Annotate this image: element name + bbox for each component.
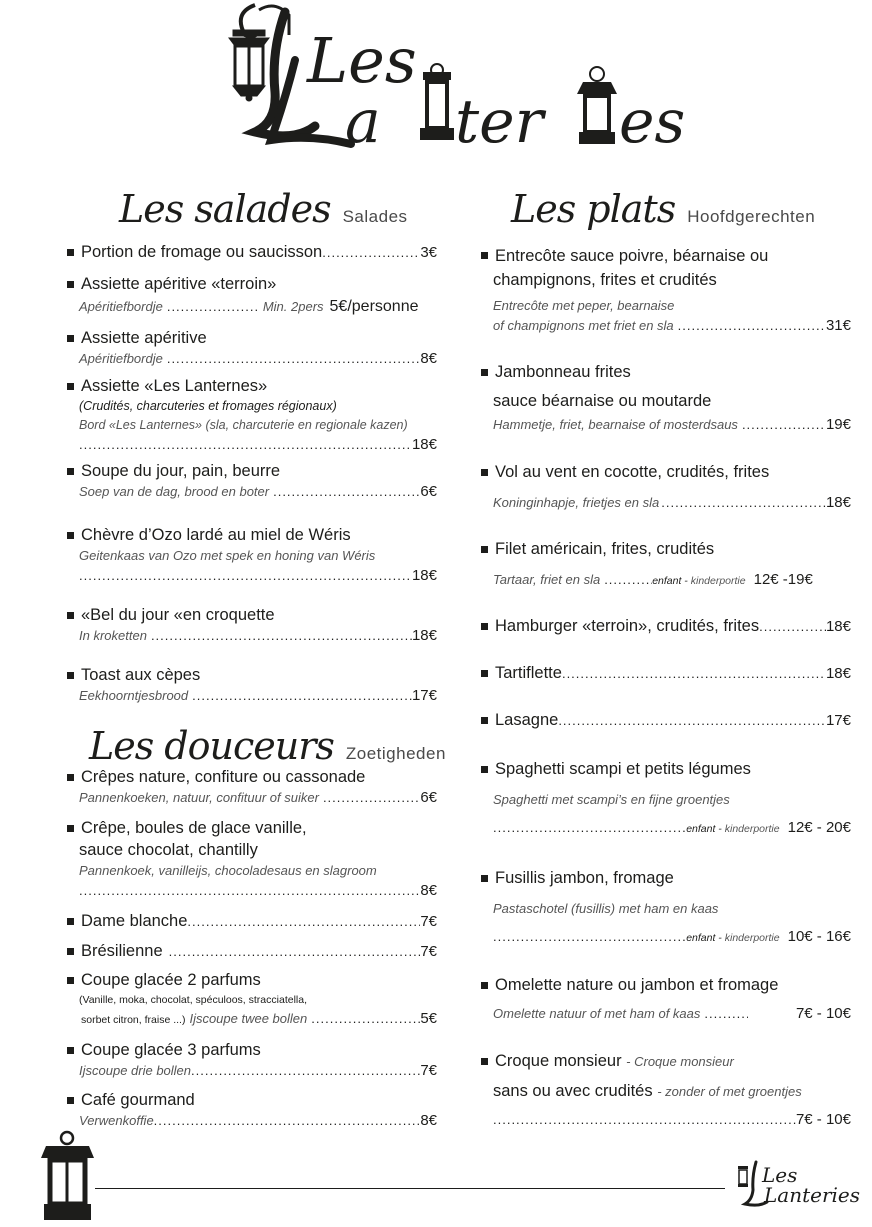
list-item: Coupe glacée 2 parfums (Vanille, moka, chocolat, spéculoos, stracciatella, sorbet citron, fraise ...) Ijscoupe twee bollen ..... 5€ [67,969,437,1029]
list-item: Café gourmand Verwenkoffie ..... 8€ [67,1089,437,1131]
list-item: Spaghetti scampi et petits légumes Spaghetti met scampi’s en fijne groentjes ..... enfant - kinderportie 12€ - 20€ [481,758,851,838]
list-item: Croque monsieur - Croque monsieur sans ou avec crudités - zonder of met groentjes ..... 7€ - 10€ [481,1050,851,1130]
list-item: Chèvre d’Ozo lardé au miel de Wéris Geitenkaas van Ozo met spek en honing van Wéris ..... 18€ [67,524,437,586]
svg-text:a: a [345,87,381,157]
salades-title: Les salades Salades [119,187,408,231]
svg-text:Les: Les [762,1163,798,1187]
list-item: Fusillis jambon, fromage Pastaschotel (fusillis) met ham en kaas ..... enfant - kinderportie 10€ - 16€ [481,867,851,947]
footer-divider [95,1188,725,1189]
list-item: Omelette nature ou jambon et fromage Omelette natuur of met ham of kaas ..... 7€ - 10€ [481,974,851,1024]
list-item: Brésilienne ..... 7€ [67,940,437,962]
list-item: Tartiflette ..... 18€ [481,662,851,684]
list-item: Assiette apéritive Apéritiefbordje ..... 8€ [67,327,437,369]
douceurs-title: Les douceurs Zoetigheden [89,724,446,768]
logo [215,0,715,160]
list-item: Dame blanche ..... 7€ [67,910,437,932]
list-item: Entrecôte sauce poivre, béarnaise ou champignons, frites et crudités Entrecôte met peper, bearnaise of champignons met friet en sla ..... 31€ [481,244,851,336]
list-item: Filet américain, frites, crudités Tartaar, friet en sla ..... enfant - kinderportie 12€ -19€ [481,538,851,590]
list-item: Toast aux cèpes Eekhoorntjesbrood ..... 17€ [67,664,437,706]
lantern-icon [40,1130,95,1222]
plats-title: Les plats Hoofdgerechten [511,187,816,231]
list-item: Hamburger «terroin», crudités, frites ..... 18€ [481,615,851,637]
list-item: Portion de fromage ou saucisson ..... 3€ [67,241,437,263]
svg-text:ter: ter [455,87,544,157]
list-item: Vol au vent en cocotte, crudités, frites Koninginhapje, frietjes en sla ..... 18€ [481,461,851,513]
svg-text:Lanteries: Lanteries [764,1183,861,1207]
logo-les: Les [307,24,417,97]
list-item: Soupe du jour, pain, beurre Soep van de dag, brood en boter ..... 6€ [67,460,437,502]
list-item: Lasagne ..... 17€ [481,709,851,731]
list-item: «Bel du jour «en croquette In kroketten ..... 18€ [67,604,437,646]
list-item: Assiette apéritive «terroin» Apéritiefbordje ..... Min. 2pers 5€/personne [67,273,437,317]
list-item: Crêpes nature, confiture ou cassonade Pannenkoeken, natuur, confituur of suiker ..... 6€ [67,766,437,808]
svg-text:es: es [619,87,686,157]
list-item: Coupe glacée 3 parfums Ijscoupe drie bollen ..... 7€ [67,1039,437,1081]
list-item: Jambonneau frites sauce béarnaise ou moutarde Hammetje, friet, bearnaise of mosterdsaus ..... 19€ [481,361,851,435]
logo-lantern-icon [215,0,715,160]
footer-logo [732,1158,872,1208]
list-item: Assiette «Les Lanternes» (Crudités, charcuteries et fromages régionaux) Bord «Les Lanternes» (sla, charcuterie en regionale kazen) ..... 18€ [67,375,437,455]
list-item: Crêpe, boules de glace vanille, sauce chocolat, chantilly Pannenkoek, vanilleijs, chocoladesaus en slagroom ..... 8€ [67,817,437,901]
